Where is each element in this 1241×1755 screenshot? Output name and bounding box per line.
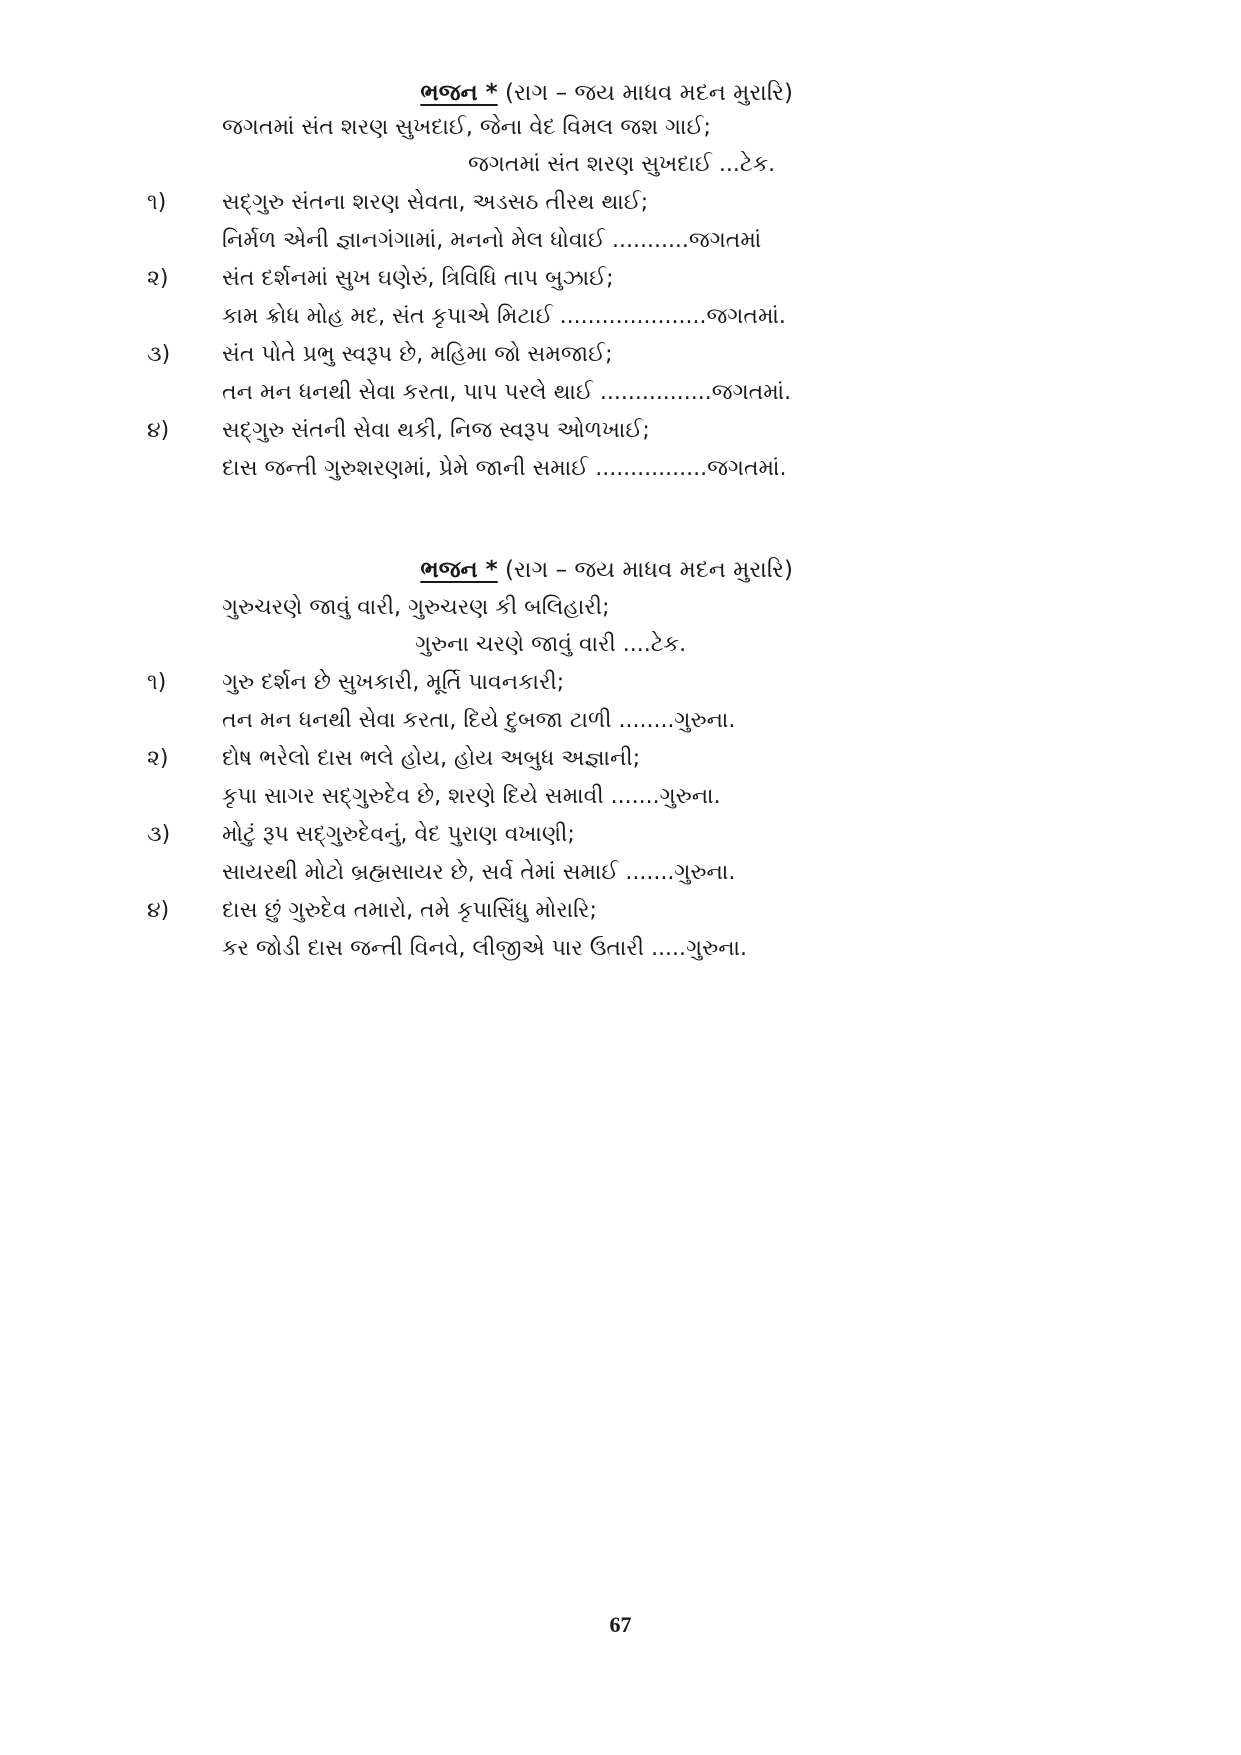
verse-number: ૧) (147, 190, 167, 215)
verse-line: તન મન ધનથી સેવા કરતા, પાપ પરલે થાઈ ................જગતમાં. (222, 380, 792, 405)
bhajan-title (420, 557, 793, 583)
verse-line: સંત દર્શનમાં સુખ ઘણેરું, ત્રિવિધિ તાપ બુઝાઈ; (222, 266, 614, 291)
raag-note: (રાગ – જય માધવ મદન મુરારિ) (497, 557, 793, 583)
verse-number: ૪) (147, 898, 170, 923)
verse-line: કર જોડી દાસ જન્તી વિનવે, લીજીએ પાર ઉતારી .....ગુરુના. (222, 936, 747, 961)
verse-number: ૪) (147, 418, 170, 443)
verse-line: દોષ ભરેલો દાસ ભલે હોય, હોય અબુધ અજ્ઞાની; (222, 746, 641, 771)
verse-line: મોટું રૂપ સદ્ગુરુદેવનું, વેદ પુરાણ વખાણી; (222, 822, 575, 847)
page-number: 67 (609, 1612, 632, 1637)
verse-line: સદ્ગુરુ સંતના શરણ સેવતા, અડસઠ તીરથ થાઈ; (222, 190, 649, 215)
verse-line: નિર્મળ એની જ્ઞાનગંગામાં, મનનો મેલ ધોવાઈ ...........જગતમાં (222, 228, 762, 253)
verse-number: ૩) (147, 342, 171, 367)
verse-number: ૧) (147, 670, 167, 695)
verse-line: સંત પોતે પ્રભુ સ્વરૂપ છે, મહિમા જો સમજાઈ; (222, 342, 613, 367)
verse-line: કામ ક્રોધ મોહ મદ, સંત કૃપાએ મિટાઈ .....................જગતમાં. (222, 304, 786, 329)
bhajan-title (420, 80, 793, 106)
refrain-line-2: ગુરુના ચરણે જાવું વારી ....ટેક. (415, 632, 687, 657)
verse-line: દાસ જન્તી ગુરુશરણમાં, પ્રેમે જાની સમાઈ ................જગતમાં. (222, 456, 787, 481)
bhajan-label: ભજન * (420, 557, 498, 583)
verse-line: કૃપા સાગર સદ્ગુરુદેવ છે, શરણે દિયે સમાવી .......ગુરુના. (222, 784, 721, 809)
verse-line: સાયરથી મોટો બ્રહ્મસાયર છે, સર્વ તેમાં સમાઈ .......ગુરુના. (222, 860, 736, 885)
refrain-line-1: જગતમાં સંત શરણ સુખદાઈ, જેના વેદ વિમલ જશ ગાઈ; (222, 115, 711, 140)
verse-line: ગુરુ દર્શન છે સુખકારી, મૂર્તિ પાવનકારી; (222, 670, 565, 695)
verse-line: સદ્ગુરુ સંતની સેવા થકી, નિજ સ્વરૂપ ઓળખાઈ; (222, 418, 650, 443)
raag-note: (રાગ – જય માધવ મદન મુરારિ) (497, 80, 793, 106)
verse-line: તન મન ધનથી સેવા કરતા, દિયે દુબજા ટાળી ........ગુરુના. (222, 708, 736, 733)
refrain-line-2: જગતમાં સંત શરણ સુખદાઈ ...ટેક. (468, 152, 776, 177)
refrain-line-1: ગુરુચરણે જાવું વારી, ગુરુચરણ કી બલિહારી; (222, 595, 610, 620)
verse-number: ૨) (147, 266, 169, 291)
verse-number: ૨) (147, 746, 169, 771)
verse-line: દાસ છું ગુરુદેવ તમારો, તમે કૃપાસિંધુ મોરારિ; (222, 898, 597, 923)
verse-number: ૩) (147, 822, 171, 847)
bhajan-label: ભજન * (420, 80, 498, 106)
